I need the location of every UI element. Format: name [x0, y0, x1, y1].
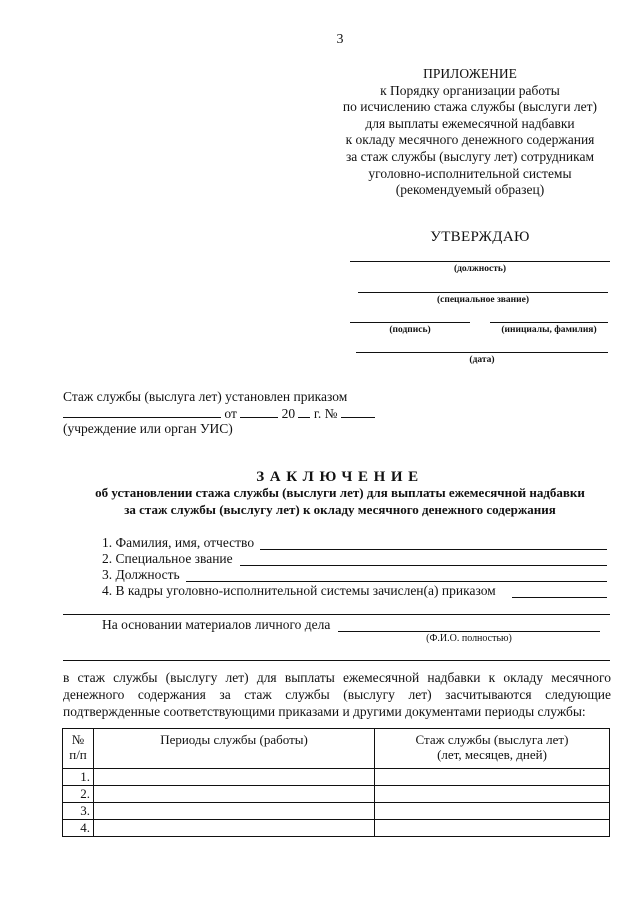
order-year-suffix: г. № [313, 406, 338, 421]
table-header-row [63, 729, 610, 769]
position-line [350, 261, 610, 262]
col-number-header [63, 729, 94, 769]
field-rank-line [240, 565, 607, 566]
appendix-line: для выплаты ежемесячной надбавки [365, 115, 575, 131]
order-fields [63, 405, 375, 422]
order-line: Стаж службы (выслуга лет) установлен приказом [63, 389, 348, 404]
period-cell [94, 820, 375, 837]
field-full-name-label: 1. Фамилия, имя, отчество [102, 535, 255, 550]
appendix-line: ПРИЛОЖЕНИЕ [423, 66, 517, 81]
col-stazh-header-line1: Стаж службы (выслуга лет) [415, 732, 569, 747]
period-cell [94, 803, 375, 820]
col-periods-header [94, 729, 375, 769]
row-number: 4. [63, 820, 94, 837]
order-number-blank [341, 405, 375, 418]
order-caption: (учреждение или орган УИС) [63, 421, 233, 436]
row-number: 1. [63, 769, 94, 786]
appendix-block [320, 66, 620, 199]
stazh-cell [375, 820, 610, 837]
order-institution-blank [63, 405, 221, 418]
col-stazh-header [375, 729, 610, 769]
table-row [63, 803, 610, 820]
date-line [356, 352, 608, 353]
order-date-blank [240, 405, 278, 418]
appendix-line: за стаж службы (выслугу лет) сотрудникам [345, 148, 595, 164]
field-enrolled-line [512, 597, 607, 598]
appendix-line: к окладу месячного денежного содержания [345, 132, 595, 148]
row-number: 2. [63, 786, 94, 803]
period-cell [94, 769, 375, 786]
field-enrolled-label: 4. В кадры уголовно-исполнительной системы зачислен(а) приказом [102, 583, 496, 598]
periods-table [62, 728, 610, 837]
stazh-cell [375, 769, 610, 786]
field-position-line [186, 581, 607, 582]
date-caption: (дата) [469, 355, 495, 365]
row-number: 3. [63, 803, 94, 820]
field-position-label: 3. Должность [102, 567, 180, 582]
basis-label: На основании материалов личного дела [102, 617, 331, 632]
basis-extra-line [63, 660, 610, 661]
periods-paragraph: в стаж службы (выслугу лет) для выплаты ежемесячной надбавки к окладу месячного денежного содержания за стаж службы (выслугу лет) засчитываются следующие подтвержденные соответствующими приказами и другими документами периоды службы: [63, 670, 611, 719]
rank-caption: (специальное звание) [436, 295, 530, 305]
appendix-line: уголовно-исполнительной системы [368, 165, 572, 181]
appendix-line: к Порядку организации работы [380, 82, 560, 98]
conclusion-subtitle-2: за стаж службы (выслугу лет) к окладу месячного денежного содержания [124, 502, 556, 517]
period-cell [94, 786, 375, 803]
order-year-label: 20 [281, 406, 296, 421]
appendix-line: по исчислению стажа службы (выслуги лет) [342, 99, 598, 115]
table-row [63, 786, 610, 803]
initials-line [490, 322, 608, 323]
col-stazh-header-line2: (лет, месяцев, дней) [437, 747, 547, 762]
page-number: 3 [336, 32, 344, 47]
order-from-label: от [224, 406, 237, 421]
table-row [63, 769, 610, 786]
table-row [63, 820, 610, 837]
stazh-cell [375, 803, 610, 820]
col-periods-header-text: Периоды службы (работы) [160, 732, 308, 747]
basis-line [338, 631, 600, 632]
conclusion-title: ЗАКЛЮЧЕНИЕ [256, 469, 424, 485]
col-number-header-line2: п/п [69, 747, 87, 762]
stazh-cell [375, 786, 610, 803]
approve-title: УТВЕРЖДАЮ [430, 229, 530, 245]
signature-caption: (подпись) [389, 325, 431, 335]
appendix-line: (рекомендуемый образец) [395, 182, 545, 198]
signature-line [350, 322, 470, 323]
field-rank-label: 2. Специальное звание [102, 551, 233, 566]
basis-caption: (Ф.И.О. полностью) [426, 633, 512, 644]
initials-caption: (инициалы, фамилия) [501, 325, 597, 335]
conclusion-subtitle-1: об установлении стажа службы (выслуги лет) для выплаты ежемесячной надбавки [95, 485, 585, 500]
position-caption: (должность) [453, 264, 507, 274]
order-year-blank [298, 405, 310, 418]
rank-line [358, 292, 608, 293]
field-full-name-line [260, 549, 607, 550]
col-number-header-line1: № [71, 732, 85, 747]
field-extra-line [63, 614, 610, 615]
